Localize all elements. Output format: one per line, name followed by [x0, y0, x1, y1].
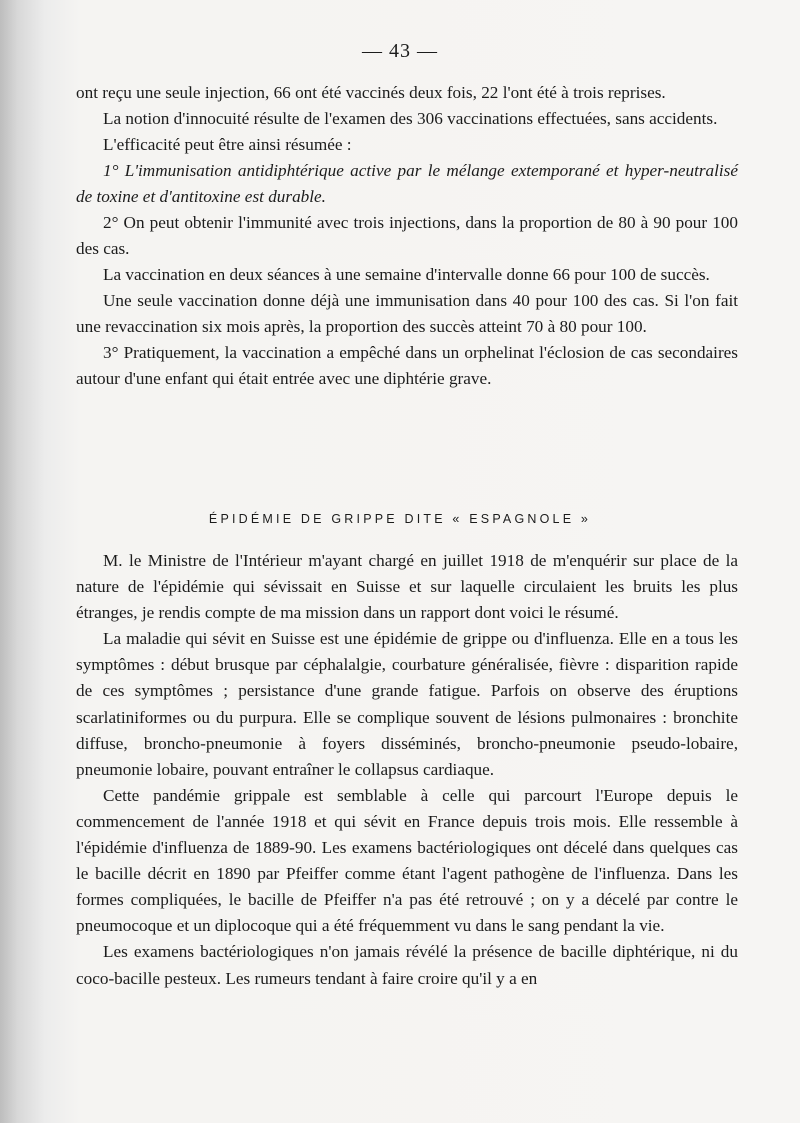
paragraph: Cette pandémie grippale est semblable à celle qui parcourt l'Europe depuis le commencement de l'année 1918 et qui sévit en France depuis trois mois. Elle ressemble à l'épidémie d'influenza de 1889-90. Les examens bactériologiques ont décelé dans quelques cas le bacille décrit en 1890 par Pfeiffer comme étant l'agent pathogène de l'influenza. Dans les formes compliquées, le bacille de Pfeiffer n'a pas été retrouvé ; on y a décelé par contre le pneumocoque et un diplocoque qui a été fréquemment vu dans le sang pendant la vie.: [76, 785, 738, 936]
paragraph: 3° Pratiquement, la vaccination a empêché dans un orphelinat l'éclosion de cas secondaires autour d'une enfant qui était entrée avec une diphtérie grave.: [76, 343, 738, 388]
paragraph: Une seule vaccination donne déjà une immunisation dans 40 pour 100 des cas. Si l'on fait une revaccination six mois après, la proportion des succès atteint 70 à 80 pour 100.: [76, 291, 738, 336]
paragraph: Les examens bactériologiques n'on jamais révélé la présence de bacille diphtérique, ni du coco-bacille pesteux. Les rumeurs tendant à faire croire qu'il y a en: [76, 942, 738, 988]
paragraph: La vaccination en deux séances à une semaine d'intervalle donne 66 pour 100 de succès.: [103, 265, 710, 284]
paragraph: 1° L'immunisation antidiphtérique active par le mélange extemporané et hyper-neutralisé de toxine et d'antitoxine est durable.: [76, 161, 738, 206]
paragraph: La maladie qui sévit en Suisse est une épidémie de grippe ou d'influenza. Elle en a tous les symptômes : début brusque par céphalalgie, courbature généralisée, fièvre : disparition rapide de ces symptômes ; persistance d'une grande fatigue. Parfois on observe des éruptions scarlatiniformes ou du purpura. Elle se complique souvent de lésions pulmonaires : bronchite diffuse, broncho-pneumonie à foyers disséminés, broncho-pneumonie pseudo-lobaire, pneumonie lobaire, pouvant entraîner le collapsus cardiaque.: [76, 629, 738, 779]
paragraph: L'efficacité peut être ainsi résumée :: [103, 135, 352, 154]
section-heading: ÉPIDÉMIE DE GRIPPE DITE « ESPAGNOLE »: [208, 512, 592, 526]
influenza-report: [76, 548, 738, 992]
paragraph: 2° On peut obtenir l'immunité avec trois injections, dans la proportion de 80 à 90 pour 100 des cas.: [76, 213, 738, 258]
page-number: — 43 —: [362, 40, 438, 62]
paragraph: La notion d'innocuité résulte de l'examen des 306 vaccinations effectuées, sans accidents.: [103, 109, 718, 128]
vaccination-conclusions: [76, 80, 738, 392]
paragraph: ont reçu une seule injection, 66 ont été vaccinés deux fois, 22 l'ont été à trois reprises.: [76, 83, 666, 102]
paragraph: M. le Ministre de l'Intérieur m'ayant chargé en juillet 1918 de m'enquérir sur place de la nature de l'épidémie qui sévissait en Suisse et sur laquelle circulaient les bruits les plus étranges, je rendis compte de ma mission dans un rapport dont voici le résumé.: [76, 551, 738, 623]
